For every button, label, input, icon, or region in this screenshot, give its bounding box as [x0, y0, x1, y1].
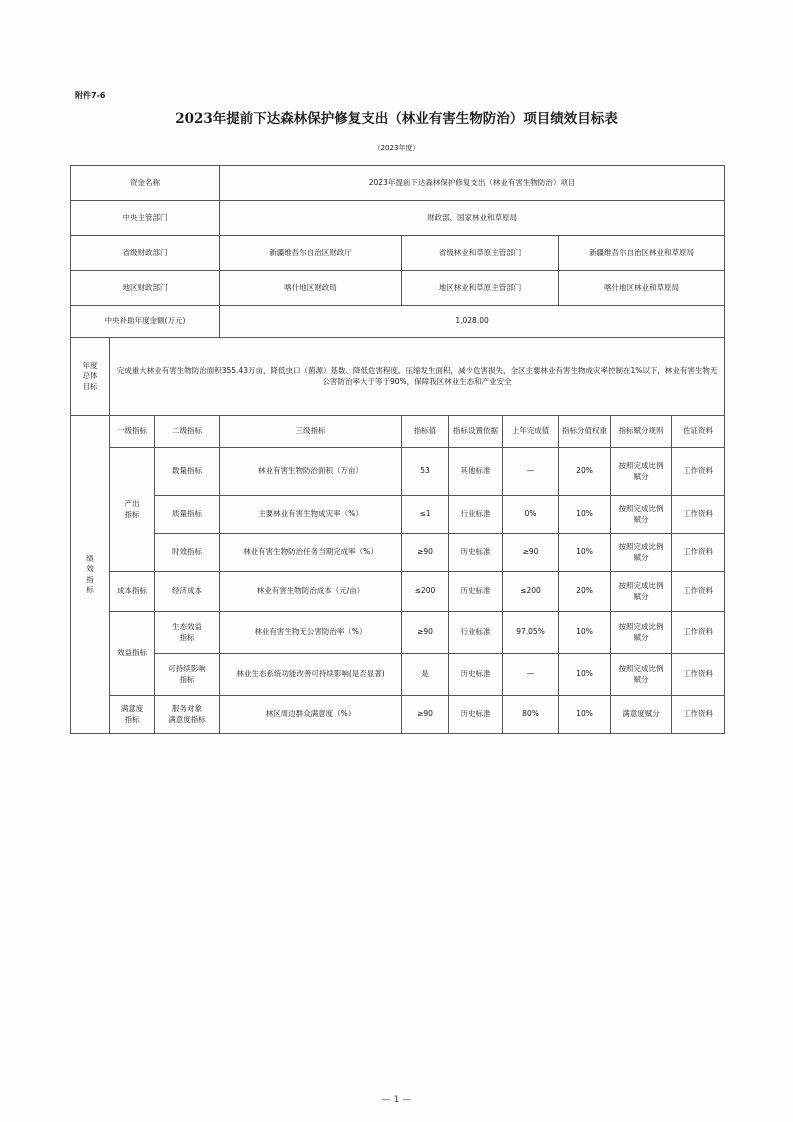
- group-benefit: 效益指标: [110, 612, 155, 696]
- level2-cell: 生态效益 指标: [155, 612, 220, 654]
- col-weight: 指标分值权重: [559, 416, 611, 448]
- table-row: [71, 696, 725, 734]
- level2-cell: 可持续影响 指标: [155, 654, 220, 696]
- rule-cell: 按照完成比例 赋分: [611, 572, 672, 612]
- rule-cell: 按照完成比例 赋分: [611, 448, 672, 496]
- fund-name-value: 2023年提前下达森林保护修复支出（林业有害生物防治）项目: [220, 166, 725, 201]
- basis-cell: 历史标准: [449, 654, 503, 696]
- level2-cell: 数量指标: [155, 448, 220, 496]
- table-row: [71, 572, 725, 612]
- fund-name-row: [71, 166, 725, 201]
- last-year-cell: 97.05%: [503, 612, 559, 654]
- table-row: [71, 534, 725, 572]
- weight-cell: 20%: [559, 572, 611, 612]
- weight-cell: 20%: [559, 448, 611, 496]
- weight-cell: 10%: [559, 696, 611, 734]
- last-year-cell: —: [503, 654, 559, 696]
- value-cell: ≤1: [402, 496, 449, 534]
- level3-cell: 林业有害生物防治面积（万亩）: [220, 448, 402, 496]
- last-year-cell: ≤200: [503, 572, 559, 612]
- amount-row: [71, 306, 725, 338]
- table-row: [71, 496, 725, 534]
- col-basis: 指标设置依据: [449, 416, 503, 448]
- level3-cell: 林区周边群众满意度（%）: [220, 696, 402, 734]
- last-year-cell: 80%: [503, 696, 559, 734]
- rule-cell: 按照完成比例 赋分: [611, 612, 672, 654]
- group-cost: 成本指标: [110, 572, 155, 612]
- col-proof: 佐证资料: [672, 416, 725, 448]
- document-title: 2023年提前下达森林保护修复支出（林业有害生物防治）项目绩效目标表: [175, 111, 618, 127]
- rule-cell: 按照完成比例 赋分: [611, 654, 672, 696]
- last-year-cell: ≥90: [503, 534, 559, 572]
- group-satisfaction: 满意度 指标: [110, 696, 155, 734]
- col-last-year: 上年完成值: [503, 416, 559, 448]
- proof-cell: 工作资料: [672, 534, 725, 572]
- basis-cell: 行业标准: [449, 612, 503, 654]
- col-value: 指标值: [402, 416, 449, 448]
- group-output: 产出 指标: [110, 448, 155, 572]
- basis-cell: 历史标准: [449, 572, 503, 612]
- col-rule: 指标赋分规则: [611, 416, 672, 448]
- central-dept-label: 中央主管部门: [71, 201, 220, 236]
- table-row: [71, 654, 725, 696]
- central-dept-row: [71, 201, 725, 236]
- prov-finance-label: 省级财政部门: [71, 236, 220, 271]
- basis-cell: 其他标准: [449, 448, 503, 496]
- province-dept-row: [71, 236, 725, 271]
- level2-cell: 质量指标: [155, 496, 220, 534]
- performance-target-table: [70, 165, 725, 734]
- level2-cell: 时效指标: [155, 534, 220, 572]
- level3-cell: 林业生态系统功能改善可持续影响(是否显著): [220, 654, 402, 696]
- central-dept-value: 财政部、国家林业和草原局: [220, 201, 725, 236]
- local-dept-row: [71, 271, 725, 306]
- rule-cell: 按照完成比例 赋分: [611, 496, 672, 534]
- rule-cell: 满意度赋分: [611, 696, 672, 734]
- rule-cell: 按照完成比例 赋分: [611, 534, 672, 572]
- local-forest-label: 地区林业和草原主管部门: [402, 271, 559, 306]
- level3-cell: 林业有害生物无公害防治率（%）: [220, 612, 402, 654]
- weight-cell: 10%: [559, 496, 611, 534]
- level3-cell: 林业有害生物防治成本（元/亩）: [220, 572, 402, 612]
- proof-cell: 工作资料: [672, 696, 725, 734]
- proof-cell: 工作资料: [672, 496, 725, 534]
- value-cell: ≥90: [402, 612, 449, 654]
- amount-value: 1,028.00: [220, 306, 725, 338]
- page-number: — 1 —: [381, 1095, 412, 1105]
- proof-cell: 工作资料: [672, 448, 725, 496]
- proof-cell: 工作资料: [672, 572, 725, 612]
- level2-cell: 服务对象 满意度指标: [155, 696, 220, 734]
- amount-label: 中央补助年度金额(万元): [71, 306, 220, 338]
- basis-cell: 历史标准: [449, 534, 503, 572]
- value-cell: ≥90: [402, 696, 449, 734]
- col-level1: 一级指标: [110, 416, 155, 448]
- weight-cell: 10%: [559, 612, 611, 654]
- col-level2: 二级指标: [155, 416, 220, 448]
- value-cell: 53: [402, 448, 449, 496]
- level3-cell: 林业有害生物防治任务当期完成率（%）: [220, 534, 402, 572]
- attachment-label: 附件7-6: [75, 91, 106, 100]
- column-header-row: [71, 416, 725, 448]
- value-cell: ≤200: [402, 572, 449, 612]
- prov-forest-value: 新疆维吾尔自治区林业和草原局: [559, 236, 725, 271]
- table-row: [71, 612, 725, 654]
- annual-goal-text: 完成重大林业有害生物防治面积355.43万亩，降低虫口（菌源）基数、降低危害程度、压缩发生面积，减少危害损失，全区主要林业有害生物成灾率控制在1%以下，林业有害生物无公害防治率大于等于90%，保障我区林业生态和产业安全: [110, 338, 725, 416]
- value-cell: 是: [402, 654, 449, 696]
- weight-cell: 10%: [559, 654, 611, 696]
- annual-goal-label: 年度 总体 目标: [71, 338, 110, 416]
- level2-cell: 经济成本: [155, 572, 220, 612]
- annual-goal-row: [71, 338, 725, 416]
- prov-forest-label: 省级林业和草原主管部门: [402, 236, 559, 271]
- performance-indicator-label: 绩 效 指 标: [71, 416, 110, 734]
- last-year-cell: —: [503, 448, 559, 496]
- local-finance-label: 地区财政部门: [71, 271, 220, 306]
- prov-finance-value: 新疆维吾尔自治区财政厅: [220, 236, 402, 271]
- weight-cell: 10%: [559, 534, 611, 572]
- level3-cell: 主要林业有害生物成灾率（%）: [220, 496, 402, 534]
- table-row: [71, 448, 725, 496]
- fund-name-label: 资金名称: [71, 166, 220, 201]
- local-finance-value: 喀什地区财政局: [220, 271, 402, 306]
- document-year: （2023年度）: [373, 144, 420, 152]
- col-level3: 三级指标: [220, 416, 402, 448]
- basis-cell: 历史标准: [449, 696, 503, 734]
- proof-cell: 工作资料: [672, 654, 725, 696]
- proof-cell: 工作资料: [672, 612, 725, 654]
- last-year-cell: 0%: [503, 496, 559, 534]
- value-cell: ≥90: [402, 534, 449, 572]
- basis-cell: 行业标准: [449, 496, 503, 534]
- local-forest-value: 喀什地区林业和草原局: [559, 271, 725, 306]
